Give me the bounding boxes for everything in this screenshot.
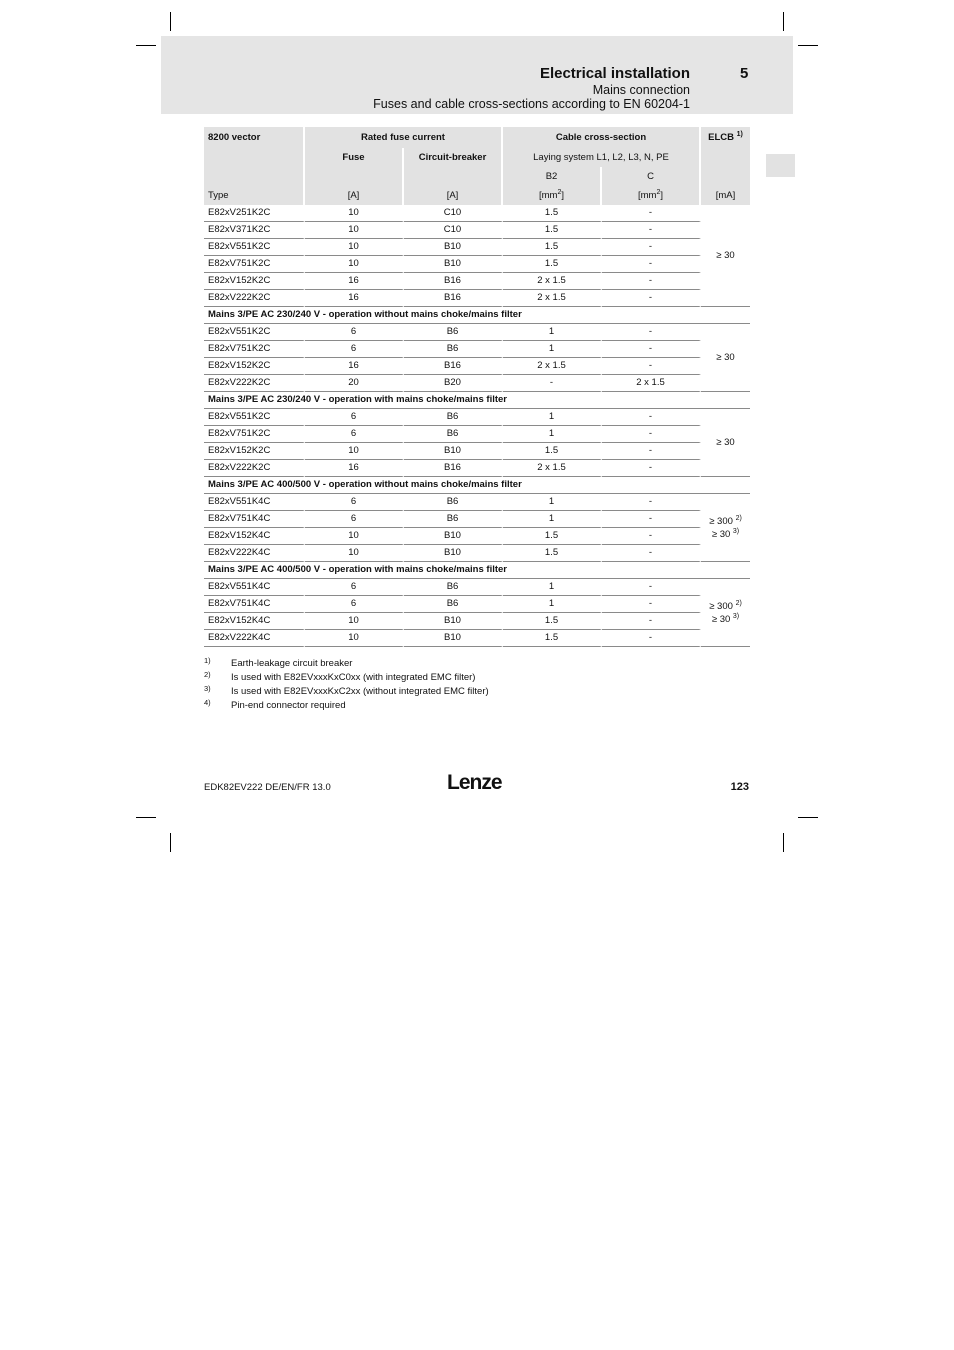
- unit-elcb: [mA]: [701, 186, 750, 205]
- header-product: 8200 vector: [204, 127, 305, 148]
- unit-fuse: [A]: [305, 186, 404, 205]
- crop-mark: [798, 45, 818, 46]
- header-c: C: [602, 167, 701, 186]
- header-b2: B2: [503, 167, 602, 186]
- table-row: E82xV222K4C 10 B10 1.5 -: [204, 630, 750, 647]
- table-row: E82xV751K2C 6 B6 1 -: [204, 341, 750, 358]
- header-laying-system: Laying system L1, L2, L3, N, PE: [503, 148, 701, 167]
- crop-mark: [170, 12, 171, 31]
- header-elcb: ELCB $^{1)}$: [701, 127, 750, 148]
- elcb-value: ≥ 30: [701, 324, 750, 392]
- elcb-value: ≥ 30: [701, 409, 750, 477]
- table-row: E82xV152K4C 10 B10 1.5 -: [204, 528, 750, 545]
- unit-circuit-breaker: [A]: [404, 186, 503, 205]
- section-row: Mains 3/PE AC 230/240 V - operation with mains choke/mains filter: [204, 392, 750, 409]
- unit-c: $[mm^2]$: [602, 186, 701, 205]
- table-row: E82xV152K4C 10 B10 1.5 -: [204, 613, 750, 630]
- chapter-number: 5: [740, 65, 749, 82]
- section-row: Mains 3/PE AC 230/240 V - operation without mains choke/mains filter: [204, 307, 750, 324]
- table-row: E82xV751K4C 6 B6 1 -: [204, 596, 750, 613]
- header-circuit-breaker: Circuit-breaker: [404, 148, 503, 167]
- elcb-value: ≥ 300 $^{2)}$ ≥ 30 $^{3)}$: [701, 494, 750, 562]
- crop-mark: [136, 45, 156, 46]
- crop-mark: [798, 817, 818, 818]
- table-row: E82xV751K2C 10 B10 1.5 -: [204, 256, 750, 273]
- section-subtitle: Mains connection: [592, 83, 690, 97]
- page-number: 123: [730, 781, 749, 793]
- fuse-cable-table: [204, 127, 750, 647]
- crop-mark: [136, 817, 156, 818]
- table-row: E82xV551K4C 6 B6 1 - ≥ 300 $^{2)}$ ≥ 30 $^{3)}$: [204, 579, 750, 596]
- table-row: E82xV222K2C 16 B16 2 x 1.5 -: [204, 460, 750, 477]
- crop-mark: [783, 833, 784, 852]
- table-row: E82xV751K4C 6 B6 1 -: [204, 511, 750, 528]
- table-row: E82xV152K2C 10 B10 1.5 -: [204, 443, 750, 460]
- elcb-value: ≥ 300 $^{2)}$ ≥ 30 $^{3)}$: [701, 579, 750, 647]
- table-row: E82xV551K2C 6 B6 1 - ≥ 30: [204, 409, 750, 426]
- table-row: E82xV551K4C 6 B6 1 - ≥ 300 $^{2)}$ ≥ 30 $^{3)}$: [204, 494, 750, 511]
- table-row: E82xV551K2C 6 B6 1 - ≥ 30: [204, 324, 750, 341]
- section-row: Mains 3/PE AC 400/500 V - operation with mains choke/mains filter: [204, 562, 750, 579]
- table-row: E82xV371K2C 10 C10 1.5 -: [204, 222, 750, 239]
- table-row: E82xV251K2C 10 C10 1.5 - ≥ 30: [204, 205, 750, 222]
- crop-mark: [783, 12, 784, 31]
- chapter-tab-marker: [766, 154, 795, 177]
- table-row: E82xV222K2C 16 B16 2 x 1.5 -: [204, 290, 750, 307]
- unit-b2: $[mm^2]$: [503, 186, 602, 205]
- table-row: E82xV222K4C 10 B10 1.5 -: [204, 545, 750, 562]
- document-id: EDK82EV222 DE/EN/FR 13.0: [204, 782, 331, 793]
- section-row: Mains 3/PE AC 400/500 V - operation without mains choke/mains filter: [204, 477, 750, 494]
- table-row: E82xV222K2C 20 B20 - 2 x 1.5: [204, 375, 750, 392]
- lenze-logo: Lenze: [447, 771, 502, 794]
- elcb-value: ≥ 30: [701, 205, 750, 307]
- table-row: E82xV551K2C 10 B10 1.5 -: [204, 239, 750, 256]
- header-rated-fuse-current: Rated fuse current: [305, 127, 503, 148]
- table-row: E82xV751K2C 6 B6 1 -: [204, 426, 750, 443]
- section-subtitle-2: Fuses and cable cross-sections according to EN 60204-1: [373, 97, 690, 111]
- header-fuse: Fuse: [305, 148, 404, 167]
- header-cable-cross-section: Cable cross-section: [503, 127, 701, 148]
- table-row: E82xV152K2C 16 B16 2 x 1.5 -: [204, 273, 750, 290]
- page-title: Electrical installation: [539, 65, 690, 82]
- table-row: E82xV152K2C 16 B16 2 x 1.5 -: [204, 358, 750, 375]
- crop-mark: [170, 833, 171, 852]
- header-type: Type: [204, 186, 305, 205]
